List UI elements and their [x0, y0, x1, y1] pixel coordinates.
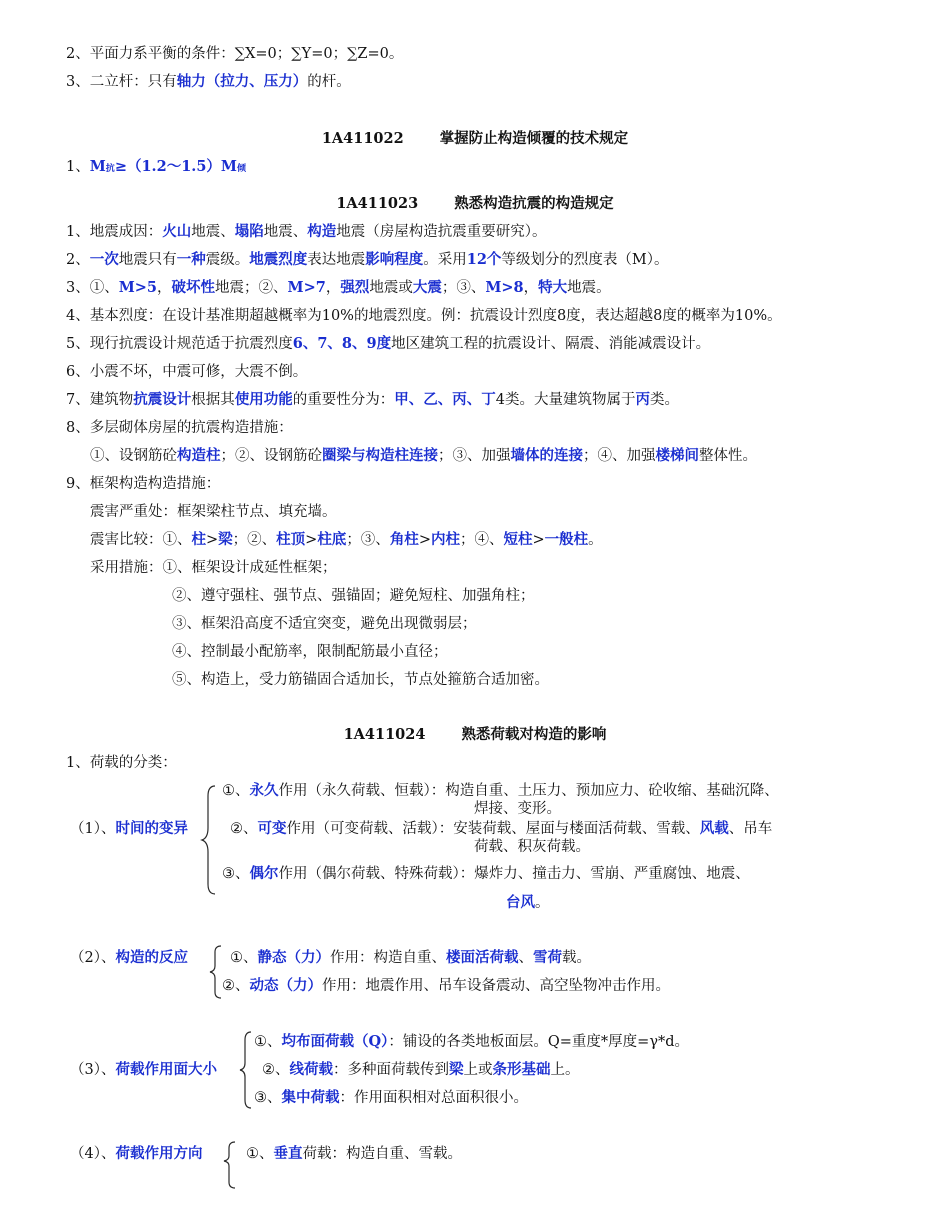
line-vertical-load [246, 1144, 462, 1164]
line-masonry-measures: 8、多层砌体房屋的抗震构造措施： [66, 420, 293, 436]
text: ①、 [246, 1146, 274, 1162]
text: 地震。 [567, 280, 611, 296]
highlight-text: 线荷载 [289, 1061, 333, 1078]
brace-icon [200, 784, 220, 896]
section-code: 1A411024 [343, 726, 426, 743]
line-permanent-action-cont: 焊接、变形。 [474, 801, 561, 817]
highlight-text: 荷载作用面大小 [115, 1061, 217, 1078]
text: 4类。大量建筑物属于 [495, 392, 636, 408]
text: ：多种面荷载传到 [333, 1062, 449, 1078]
highlight-text: 柱 [191, 531, 206, 548]
highlight-text: 圈梁与构造柱连接 [322, 447, 438, 464]
text: 7、建筑物 [66, 392, 134, 408]
text: 、吊车 [728, 821, 773, 837]
text: 地区建筑工程的抗震设计、隔震、消能减震设计。 [391, 336, 711, 352]
line-frame-measures: 9、框架构造构造措施： [66, 476, 221, 492]
text: > [418, 532, 431, 548]
text: （3）、 [70, 1062, 116, 1078]
highlight-text: 一种 [176, 251, 206, 268]
text: 载。 [562, 950, 591, 966]
text: ①、 [254, 1034, 282, 1050]
text: 上。 [550, 1062, 580, 1078]
highlight-text: 6、7、8、9度 [292, 335, 392, 352]
text: 1、地震成因： [66, 224, 163, 240]
text: 类。 [649, 392, 679, 408]
highlight-text: 偶尔 [249, 865, 279, 882]
text: ①、 [222, 783, 250, 799]
line-design-principle: 6、小震不坏，中震可修，大震不倒。 [66, 364, 308, 380]
line-code-scope [66, 334, 710, 354]
line-earthquake-causes [66, 222, 546, 242]
text: ， [325, 280, 341, 296]
highlight-text: 构造的反应 [115, 949, 188, 966]
highlight-text: 特大 [538, 279, 568, 296]
text: 作用：地震作用、吊车设备震动、高空坠物冲击作用。 [322, 978, 670, 994]
text: 表达地震 [307, 252, 366, 268]
highlight-text: 荷载作用方向 [115, 1145, 203, 1162]
highlight-text: M [89, 158, 106, 175]
highlight-text: M>8 [485, 279, 524, 296]
section-title: 熟悉构造抗震的构造规定 [454, 195, 614, 212]
highlight-text: 均布面荷载（Q） [281, 1033, 389, 1050]
line-frame-measure-3: ③、框架沿高度不适宜突变，避免出现微弱层； [172, 616, 477, 632]
highlight-text: 一次 [89, 251, 119, 268]
section-heading-overturning [0, 129, 950, 149]
text: ①、设钢筋砼 [90, 448, 177, 464]
text: ；②、 [232, 532, 277, 548]
highlight-text: 塌陷 [234, 223, 264, 240]
text: （4）、 [70, 1146, 116, 1162]
line-frame-measure-5: ⑤、构造上，受力筋锚固合适加长，节点处箍筋合适加密。 [172, 672, 549, 688]
text: 地震、 [263, 224, 308, 240]
text: 地震或 [369, 280, 413, 296]
highlight-text: 地震烈度 [249, 251, 308, 268]
line-frame-comparison [90, 530, 603, 550]
group-label-structural-response [70, 948, 188, 968]
section-code: 1A411022 [321, 130, 404, 147]
text: 整体性。 [699, 448, 757, 464]
line-overturning-ratio [66, 157, 246, 179]
line-dynamic-action [222, 976, 670, 996]
line-masonry-measures-detail [90, 446, 757, 466]
text: ②、 [222, 978, 250, 994]
text: 3、①、 [66, 280, 119, 296]
highlight-text: 角柱 [389, 531, 419, 548]
highlight-text: 动态（力） [249, 977, 322, 994]
highlight-text: 集中荷载 [281, 1089, 340, 1106]
highlight-text: 影响程度 [365, 251, 424, 268]
line-accidental-action [222, 864, 750, 884]
text: 的重要性分为： [292, 392, 395, 408]
text: ；③、 [441, 280, 486, 296]
line-building-classes [66, 390, 679, 410]
highlight-text: 永久 [249, 782, 279, 799]
text: 根据其 [191, 392, 235, 408]
line-uniform-load [254, 1032, 689, 1052]
text: 2、 [66, 252, 90, 268]
highlight-text: 柱顶 [276, 531, 306, 548]
group-label-load-direction [70, 1144, 202, 1164]
text: 荷载：构造自重、雪载。 [302, 1146, 462, 1162]
highlight-text: 构造 [307, 223, 337, 240]
text: 作用：构造自重、 [330, 950, 446, 966]
highlight-text: 梁 [449, 1061, 464, 1078]
text: 地震、 [191, 224, 235, 240]
group-label-load-area [70, 1060, 217, 1080]
highlight-text: M>7 [287, 279, 326, 296]
text: 地震（房屋构造抗震重要研究）。 [336, 224, 547, 240]
text: 。采用 [423, 252, 467, 268]
highlight-text: 时间的变异 [115, 820, 188, 837]
text: ；④、 [459, 532, 504, 548]
highlight-text: 甲、乙、丙、丁 [394, 391, 496, 408]
text: ②、 [262, 1062, 290, 1078]
text: ；③、加强 [438, 448, 511, 464]
highlight-text: 轴力（拉力、压力） [176, 73, 308, 90]
highlight-text: M>5 [118, 279, 158, 296]
highlight-text: 抗震设计 [133, 391, 192, 408]
text: 。 [588, 532, 603, 548]
line-permanent-action [222, 781, 779, 801]
text: ， [157, 280, 172, 296]
text: > [532, 532, 545, 548]
text: 、 [518, 950, 533, 966]
line-variable-action-cont: 荷载、积灰荷载。 [474, 839, 590, 855]
text: 震害比较：①、 [90, 532, 192, 548]
line-frame-measure-4: ④、控制最小配筋率，限制配筋最小直径； [172, 644, 448, 660]
highlight-text: 强烈 [340, 279, 370, 296]
section-title: 熟悉荷载对构造的影响 [461, 726, 607, 743]
text: 5、现行抗震设计规范适于抗震烈度 [66, 336, 293, 352]
section-code: 1A411023 [336, 195, 419, 212]
line-equilibrium-conditions: 2、平面力系平衡的条件：∑X=0；∑Y=0；∑Z=0。 [66, 46, 404, 62]
highlight-text: 内柱 [430, 531, 460, 548]
text: 地震只有 [118, 252, 177, 268]
highlight-text: 柱底 [317, 531, 347, 548]
highlight-text: 短柱 [503, 531, 533, 548]
line-two-force-member [66, 72, 351, 92]
highlight-text: 使用功能 [234, 391, 293, 408]
text: ②、 [230, 821, 258, 837]
line-load-classification: 1、荷载的分类： [66, 755, 177, 771]
text: ③、 [254, 1090, 282, 1106]
brace-icon [238, 1030, 254, 1110]
highlight-text: 一般柱 [544, 531, 589, 548]
line-line-load [262, 1060, 580, 1080]
text: ③、 [222, 866, 250, 882]
group-label-time-variation [70, 819, 188, 839]
highlight-text: 台风 [506, 894, 535, 911]
text: （1）、 [70, 821, 116, 837]
text: 作用（可变荷载、活载）：安装荷载、屋面与楼面活荷载、雪载、 [286, 821, 700, 837]
subscript: 抗 [105, 164, 115, 174]
text: 地震；②、 [215, 280, 288, 296]
highlight-text: 破坏性 [171, 279, 216, 296]
line-frame-measure-1: 采用措施：①、框架设计成延性框架； [90, 560, 337, 576]
line-accidental-action-cont [506, 893, 550, 913]
highlight-text: 垂直 [273, 1145, 303, 1162]
highlight-text: 静态（力） [257, 949, 330, 966]
highlight-text: 风载 [699, 820, 729, 837]
text: 上或 [463, 1062, 493, 1078]
line-variable-action [230, 819, 772, 839]
text: （2）、 [70, 950, 116, 966]
highlight-text: 12个 [466, 251, 502, 268]
text: 作用（偶尔荷载、特殊荷载）：爆炸力、撞击力、雪崩、严重腐蚀、地震、 [278, 866, 750, 882]
text: > [206, 532, 219, 548]
text: ①、 [230, 950, 258, 966]
text: 3、二立杆：只有 [66, 74, 177, 90]
text: 1、 [66, 159, 90, 175]
text: ；④、加强 [583, 448, 656, 464]
brace-icon [222, 1140, 238, 1190]
highlight-text: 火山 [162, 223, 192, 240]
text: 震级。 [205, 252, 250, 268]
text: ；②、设钢筋砼 [220, 448, 322, 464]
highlight-text: 墙体的连接 [510, 447, 583, 464]
line-basic-intensity: 4、基本烈度：在设计基准期超越概率为10%的地震烈度。例：抗震设计烈度8度，表达超越8度的概率为10%。 [66, 308, 782, 324]
text: 等级划分的烈度表（M）。 [501, 252, 669, 268]
text: > [305, 532, 318, 548]
highlight-text: 构造柱 [177, 447, 221, 464]
highlight-text: 丙 [635, 391, 650, 408]
line-magnitude-intensity [66, 250, 669, 270]
text: 。 [535, 895, 550, 911]
text: 作用（永久荷载、恒载）：构造自重、土压力、预加应力、砼收缩、基础沉降、 [278, 783, 779, 799]
text: ；③、 [346, 532, 390, 548]
line-magnitude-levels [66, 278, 611, 298]
text: 的杆。 [307, 74, 351, 90]
text: ：作用面积相对总面积很小。 [339, 1090, 528, 1106]
highlight-text: 楼梯间 [655, 447, 699, 464]
highlight-text: 可变 [257, 820, 287, 837]
highlight-text: 梁 [218, 531, 233, 548]
section-heading-seismic [0, 194, 950, 214]
line-static-action [230, 948, 591, 968]
line-frame-damage: 震害严重处：框架梁柱节点、填充墙。 [90, 504, 337, 520]
section-title: 掌握防止构造倾覆的技术规定 [439, 130, 629, 147]
highlight-text: 雪荷 [533, 949, 562, 966]
line-frame-measure-2: ②、遵守强柱、强节点、强锚固；避免短柱、加强角柱； [172, 588, 535, 604]
subscript: 倾 [236, 164, 246, 174]
highlight-text: 楼面活荷载 [446, 949, 519, 966]
text: ， [523, 280, 539, 296]
text: ：铺设的各类地板面层。Q=重度*厚度=γ*d。 [388, 1034, 690, 1050]
line-concentrated-load [254, 1088, 528, 1108]
highlight-text: ≥（1.2～1.5）M [114, 158, 237, 175]
section-heading-loads [0, 725, 950, 745]
highlight-text: 条形基础 [492, 1061, 551, 1078]
highlight-text: 大震 [412, 279, 442, 296]
